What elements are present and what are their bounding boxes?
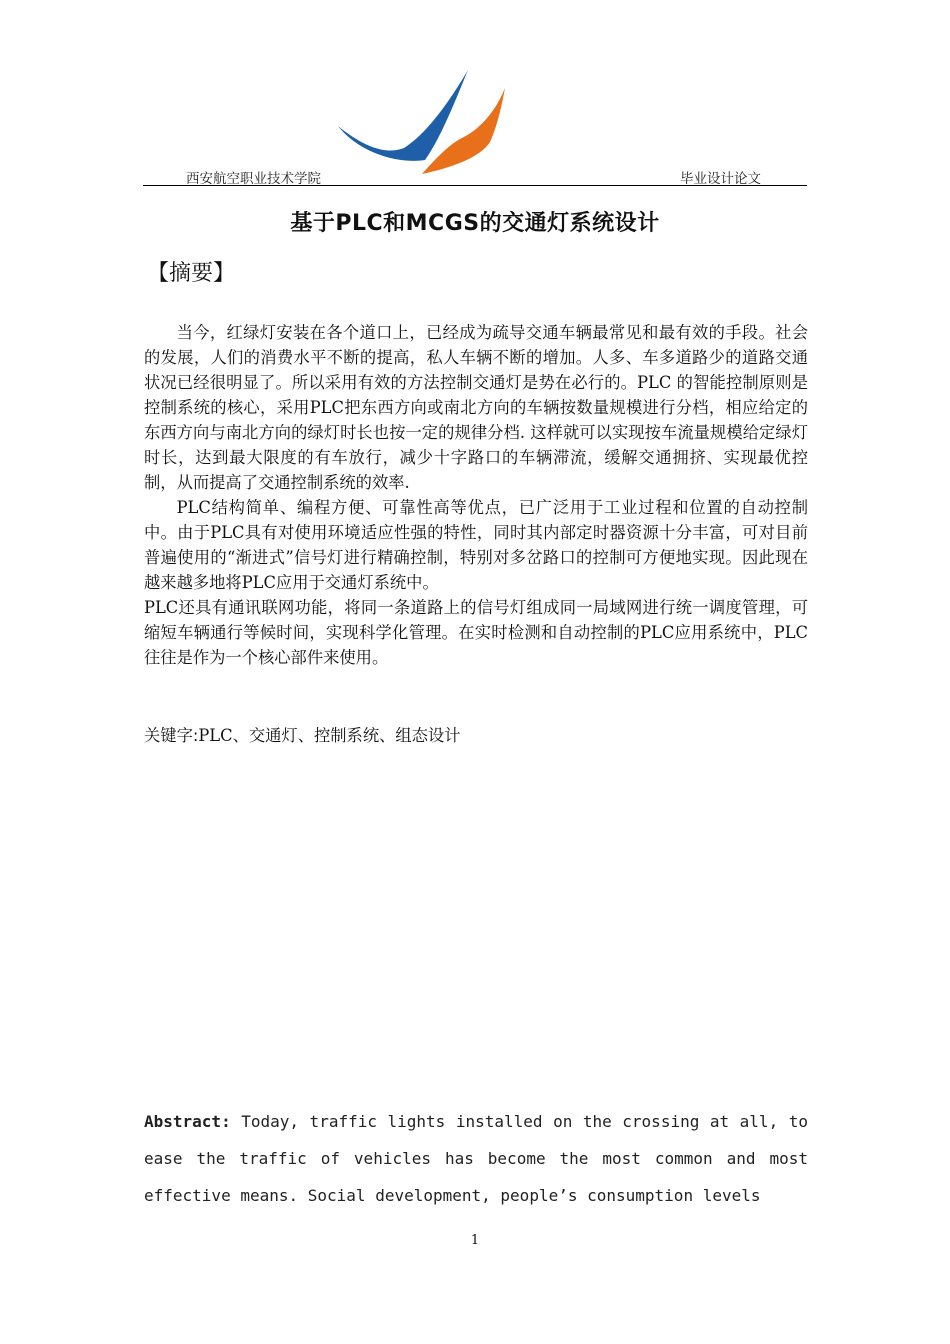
abstract-english <box>144 1103 808 1214</box>
abstract-en-label: Abstract: <box>144 1112 231 1131</box>
keywords-label: 关键字: <box>144 726 199 745</box>
header-divider <box>143 185 807 186</box>
institution-logo <box>330 64 520 184</box>
keywords-line <box>144 722 461 746</box>
page-number: 1 <box>470 1233 480 1248</box>
keywords-value: PLC、交通灯、控制系统、组态设计 <box>198 726 461 745</box>
abstract-paragraph-2: PLC结构简单、编程方便、可靠性高等优点，已广泛用于工业过程和位置的自动控制中。由于PLC具有对使用环境适应性强的特性，同时其内部定时器资源十分丰富，可对目前普遍使用的“渐进式”信号灯进行精确控制，特别对多岔路口的控制可方便地实现。因此现在越来越多地将PLC应用于交通灯系统中。 <box>144 498 808 592</box>
abstract-chinese <box>144 320 808 670</box>
header-doc-type: 毕业设计论文 <box>680 171 761 187</box>
abstract-heading: 【摘要】 <box>147 261 236 286</box>
header-institution: 西安航空职业技术学院 <box>186 171 321 187</box>
document-title: 基于PLC和MCGS的交通灯系统设计 <box>290 211 660 236</box>
abstract-paragraph-1: 当今，红绿灯安装在各个道口上，已经成为疏导交通车辆最常见和最有效的手段。社会的发展，人们的消费水平不断的提高，私人车辆不断的增加。人多、车多道路少的道路交通状况已经很明显了。所以采用有效的方法控制交通灯是势在必行的。PLC 的智能控制原则是控制系统的核心，采用PLC把东西方向或南北方向的车辆按数量规模进行分档，相应给定的东西方向与南北方向的绿灯时长也按一定的规律分档. 这样就可以实现按车流量规模给定绿灯时长，达到最大限度的有车放行，减少十字路口的车辆滞流，缓解交通拥挤、实现最优控制，从而提高了交通控制系统的效率. <box>144 323 808 492</box>
abstract-paragraph-3: PLC还具有通讯联网功能，将同一条道路上的信号灯组成同一局域网进行统一调度管理，可缩短车辆通行等候时间，实现科学化管理。在实时检测和自动控制的PLC应用系统中，PLC往往是作为一个核心部件来使用。 <box>144 598 808 667</box>
abstract-en-text: Today, traffic lights installed on the crossing at all, to ease the traffic of vehicles has become the most common and most effective means. Social development, people’s consumption levels <box>144 1112 808 1205</box>
